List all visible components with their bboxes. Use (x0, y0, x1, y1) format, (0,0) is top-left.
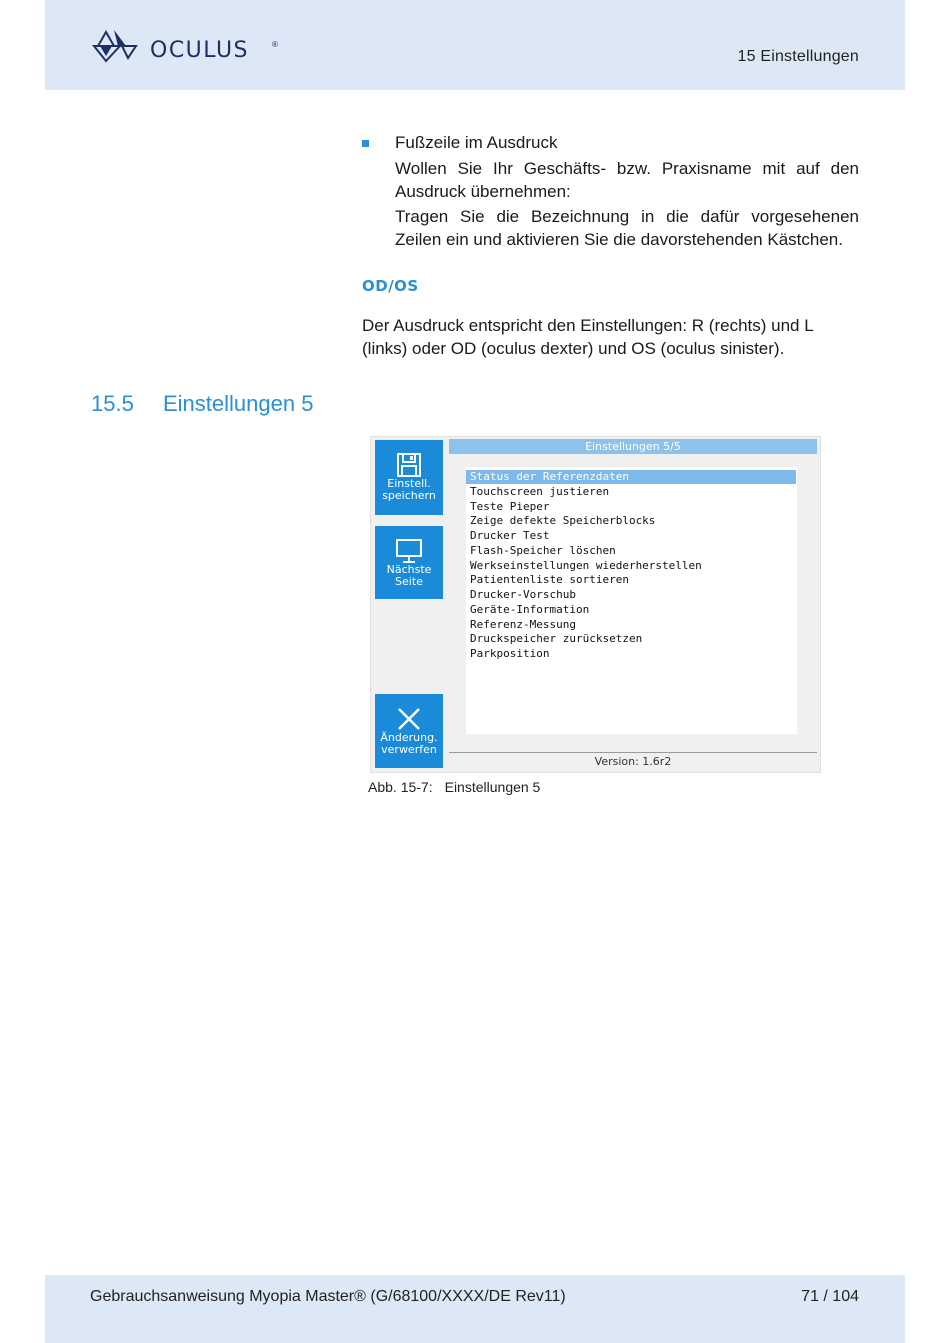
list-item[interactable]: Touchscreen justieren (470, 485, 610, 498)
bullet-square-icon (362, 140, 369, 147)
version-divider (449, 752, 817, 753)
next-label-1: Nächste (386, 563, 432, 576)
settings-list (466, 467, 797, 734)
list-item[interactable]: Teste Pieper (470, 500, 550, 513)
discard-changes-button[interactable] (375, 694, 443, 768)
section-number: 15.5 (91, 391, 134, 416)
logo-text: OCULUS (150, 38, 250, 63)
device-screenshot (370, 436, 821, 773)
paragraph-2: Tragen Sie die Bezeichnung in die dafür vorgesehenen Zeilen ein und aktivieren Sie die davorstehenden Kästchen. (395, 207, 859, 249)
caption-label: Abb. 15-7: (368, 779, 433, 795)
list-item[interactable]: Druckspeicher zurücksetzen (470, 632, 643, 645)
save-label-2: speichern (382, 489, 436, 502)
paragraph-1: Wollen Sie Ihr Geschäfts- bzw. Praxisname mit auf den Ausdruck übernehmen: (395, 159, 859, 201)
list-item[interactable]: Referenz-Messung (470, 618, 576, 631)
discard-label-2: verwerfen (381, 743, 437, 756)
version-label: Version: 1.6r2 (594, 755, 672, 768)
figure-caption (368, 779, 540, 795)
oculus-logo (92, 28, 282, 64)
list-item[interactable]: Drucker-Vorschub (470, 588, 576, 601)
logo-registered: ® (272, 40, 278, 49)
list-item[interactable]: Werkseinstellungen wiederherstellen (470, 559, 702, 572)
save-label-1: Einstell. (387, 477, 431, 490)
chapter-header: 15 Einstellungen (737, 48, 859, 65)
floppy-disk-icon (396, 452, 422, 478)
subheading-od-os: OD/OS (362, 277, 419, 295)
discard-label-1: Änderung. (380, 731, 438, 744)
footer-band (45, 1275, 905, 1343)
screen-title: Einstellungen 5/5 (449, 439, 817, 454)
list-item[interactable]: Parkposition (470, 647, 550, 660)
section-title: Einstellungen 5 (163, 391, 314, 416)
next-label-2: Seite (395, 575, 423, 588)
close-icon (396, 706, 422, 732)
list-item[interactable]: Geräte-Information (470, 603, 590, 616)
footer-document-title: Gebrauchsanweisung Myopia Master® (G/68100/XXXX/DE Rev11) (90, 1288, 566, 1305)
monitor-icon (395, 538, 423, 564)
list-item[interactable]: Zeige defekte Speicherblocks (470, 514, 656, 527)
next-page-button[interactable] (375, 526, 443, 599)
list-item[interactable]: Flash-Speicher löschen (470, 544, 616, 557)
caption-title: Einstellungen 5 (444, 779, 541, 795)
oculus-logo-icon (92, 28, 148, 64)
list-item[interactable]: Drucker Test (470, 529, 550, 542)
paragraph-3: Der Ausdruck entspricht den Einstellungen: R (rechts) und L (links) oder OD (oculus dexter) und OS (oculus sinister). (362, 316, 814, 358)
list-item[interactable]: Patientenliste sortieren (470, 573, 629, 586)
bullet-title: Fußzeile im Ausdruck (395, 133, 558, 152)
page-number: 71 / 104 (801, 1288, 859, 1305)
list-item[interactable]: Status der Referenzdaten (466, 470, 796, 484)
save-settings-button[interactable] (375, 440, 443, 515)
